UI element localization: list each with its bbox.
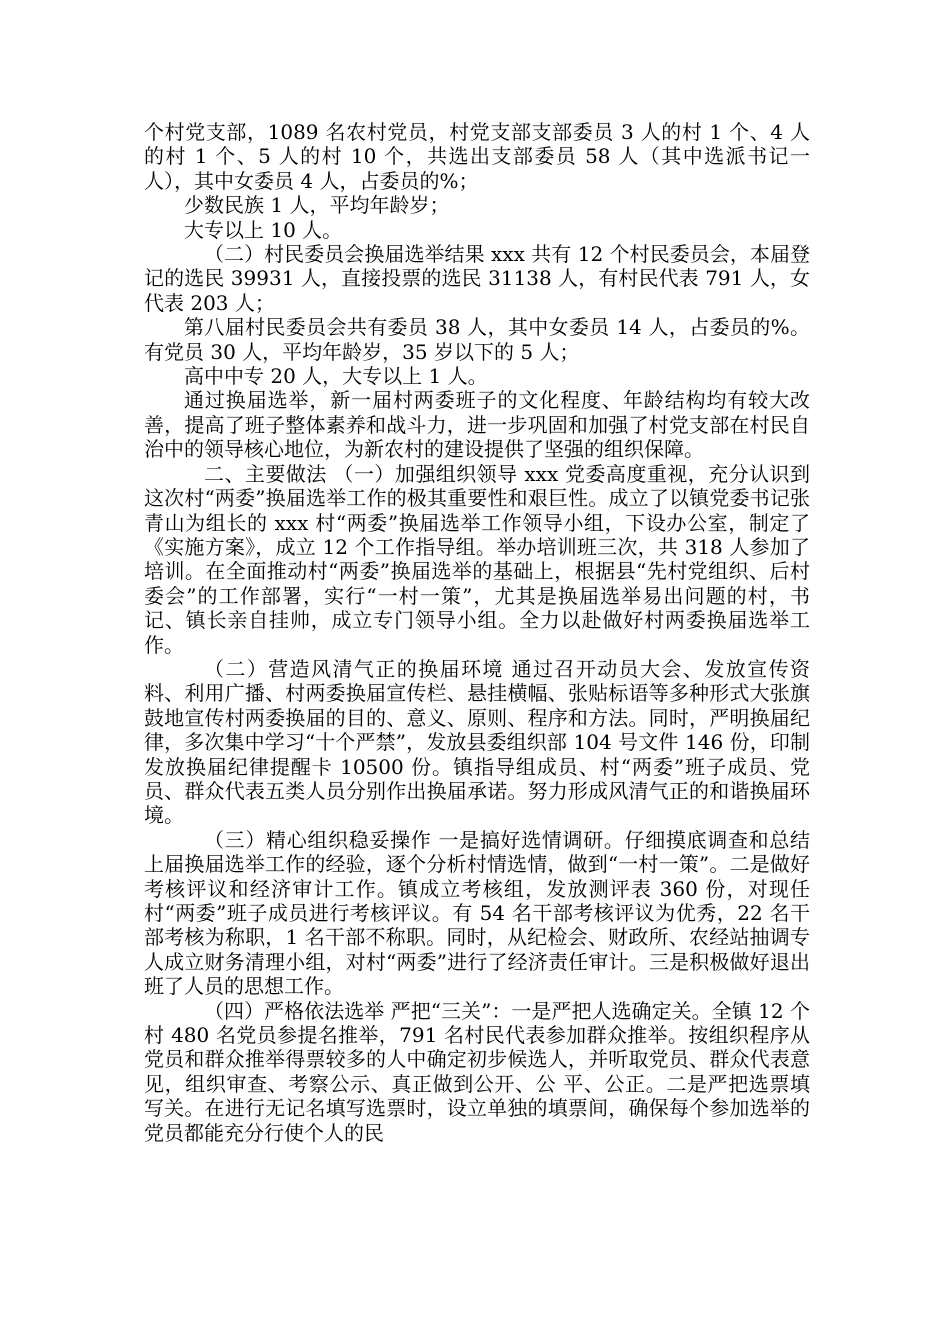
paragraph-party-branch-results: 个村党支部，1089 名农村党员，村党支部支部委员 3 人的村 1 个、4 人的村 1 个、5 人的村 10 个，共选出支部委员 58 人（其中选派书记一人），其中女委员 4 人，占委员的%； [144, 120, 810, 193]
paragraph-main-practices: 二、主要做法 （一）加强组织领导 xxx 党委高度重视，充分认识到这次村“两委”换届选举工作的极其重要性和艰巨性。成立了以镇党委书记张青山为组长的 xxx 村“两委”换届选举工作领导小组，下设办公室，制定了《实施方案》，成立 12 个工作指导组。举办培训班三次，共 318 人参加了培训。在全面推动村“两委”换届选举的基础上，根据县“先村党组织、后村委会”的工作部署，实行“一村一策”，尤其是换届选举易出问题的村，书记、镇长亲自挂帅，成立专门领导小组。全力以赴做好村两委换届选举工作。 [144, 461, 810, 657]
paragraph-eighth-committee: 第八届村民委员会共有委员 38 人，其中女委员 14 人，占委员的%。有党员 30 人，平均年龄岁，35 岁以下的 5 人； [144, 315, 810, 364]
paragraph-education: 大专以上 10 人。 [184, 217, 343, 242]
document-page [144, 120, 810, 1145]
paragraph-careful-organization: （三）精心组织稳妥操作 一是搞好选情调研。仔细摸底调查和总结上届换届选举工作的经验，逐个分析村情选情，做到“一村一策”。二是做好考核评议和经济审计工作。镇成立考核组，发放测评表 360 份，对现任村“两委”班子成员进行考核评议。有 54 名干部考核评议为优秀，22 名干部考核为称职，1 名干部不称职。同时，从纪检会、财政所、农经站抽调专人成立财务清理小组，对村“两委”进行了经济责任审计。三是积极做好退出班了人员的思想工作。 [144, 827, 810, 999]
paragraph-election-summary: 通过换届选举，新一届村两委班子的文化程度、年龄结构均有较大改善，提高了班子整体素养和战斗力，进一步巩固和加强了村党支部在村民自治中的领导核心地位，为新农村的建设提供了坚强的组织保障。 [144, 388, 810, 462]
paragraph-lawful-election: （四）严格依法选举 严把“三关”：一是严把人选确定关。全镇 12 个村 480 名党员参提名推举，791 名村民代表参加群众推举。按组织程序从党员和群众推举得票较多的人中确定初步候选人，并听取党员、群众代表意见，组织审查、考察公示、真正做到公开、公 平、公正。二是严把选票填写关。在进行无记名填写选票时，设立单独的填票间，确保每个参加选举的党员都能充分行使个人的民 [144, 998, 810, 1145]
paragraph-villager-committee-results: （二）村民委员会换届选举结果 xxx 共有 12 个村民委员会，本届登记的选民 39931 人，直接投票的选民 31138 人，有村民代表 791 人，女代表 203 人； [144, 242, 810, 315]
paragraph-clean-environment: （二）营造风清气正的换届环境 通过召开动员大会、发放宣传资料、利用广播、村两委换届宣传栏、悬挂横幅、张贴标语等多种形式大张旗鼓地宣传村两委换届的目的、意义、原则、程序和方法。同时，严明换届纪律，多次集中学习“十个严禁”，发放县委组织部 104 号文件 146 份，印制发放换届纪律提醒卡 10500 份。镇指导组成员、村“两委”班子成员、党员、群众代表五类人员分别作出换届承诺。努力形成风清气正的和谐换届环境。 [144, 656, 810, 828]
paragraph-minority: 少数民族 1 人，平均年龄岁； [184, 193, 450, 218]
paragraph-committee-education: 高中中专 20 人，大专以上 1 人。 [184, 364, 488, 389]
